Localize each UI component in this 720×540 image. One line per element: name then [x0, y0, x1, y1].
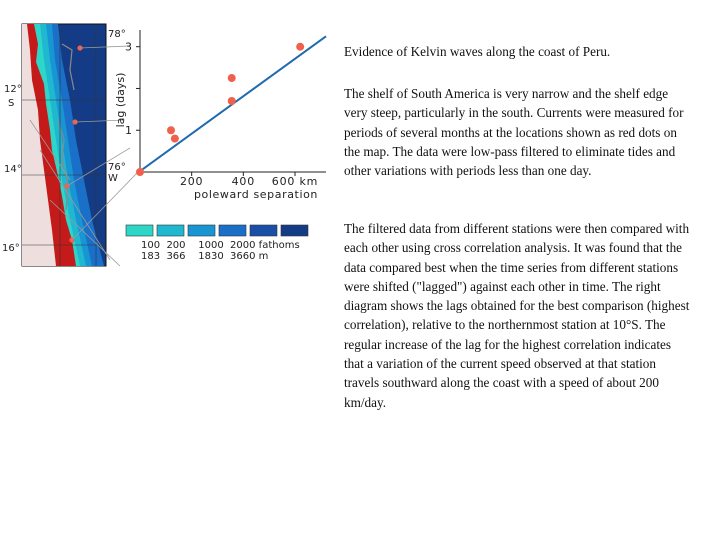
data-point [228, 74, 236, 82]
x-axis-label: poleward separation [193, 188, 319, 201]
lat-14-label: 14° [4, 164, 22, 175]
y-tick-label: 1 [125, 124, 132, 138]
legend-swatch [219, 225, 246, 236]
data-point [167, 126, 175, 134]
x-tick-label: 600 km [271, 175, 319, 188]
x-tick-label: 200 [179, 175, 204, 188]
data-point [228, 97, 236, 105]
y-tick-label: 3 [125, 40, 132, 54]
legend-swatch [188, 225, 215, 236]
legend-swatch [126, 225, 153, 236]
lag-chart [114, 30, 326, 201]
caption-paragraph-1: The shelf of South America is very narrow and the shelf edge very steep, particularly in the south. Currents were measured for periods of several months at the locations shown as red dots on the map. The data were low-pass filtered to eliminate tides and other variations with periods less than one day. [344, 86, 684, 179]
peru-coast-map [22, 24, 106, 266]
caption-heading: Evidence of Kelvin waves along the coast of Peru. [344, 44, 611, 59]
caption-paragraph-2: The filtered data from different stations were then compared with each other using cross correlation analysis. It was found that the data compared best when the time series from different stations were shifted ("lagged") against each other in time. The right diagram shows the lags obtained for the best comparison (highest correlation), relative to the northernmost station at 10°S. The regular increase of the lag for the highest correlation indicates that a variation of the current speed observed at that station travels southward along the coast with a speed of about 200 km/day. [344, 221, 690, 410]
legend-meters: 183 366 1830 3660 m [141, 251, 269, 262]
data-point [136, 168, 144, 176]
depth-legend [126, 225, 308, 236]
x-tick-label: 400 [231, 175, 256, 188]
legend-swatch [250, 225, 277, 236]
lat-12-label: 12° S [4, 84, 22, 109]
lat-16-label: 16° [2, 243, 20, 254]
legend-swatch [281, 225, 308, 236]
data-point [171, 135, 179, 143]
lon-76-label: 76° W [108, 162, 126, 184]
legend-fathoms: 100 200 1000 2000 fathoms [141, 240, 300, 251]
data-point [296, 43, 304, 51]
kelvin-wave-figure [0, 0, 340, 290]
legend-swatch [157, 225, 184, 236]
lon-78-label: 78° [108, 29, 126, 40]
y-axis-label: lag (days) [114, 72, 127, 128]
